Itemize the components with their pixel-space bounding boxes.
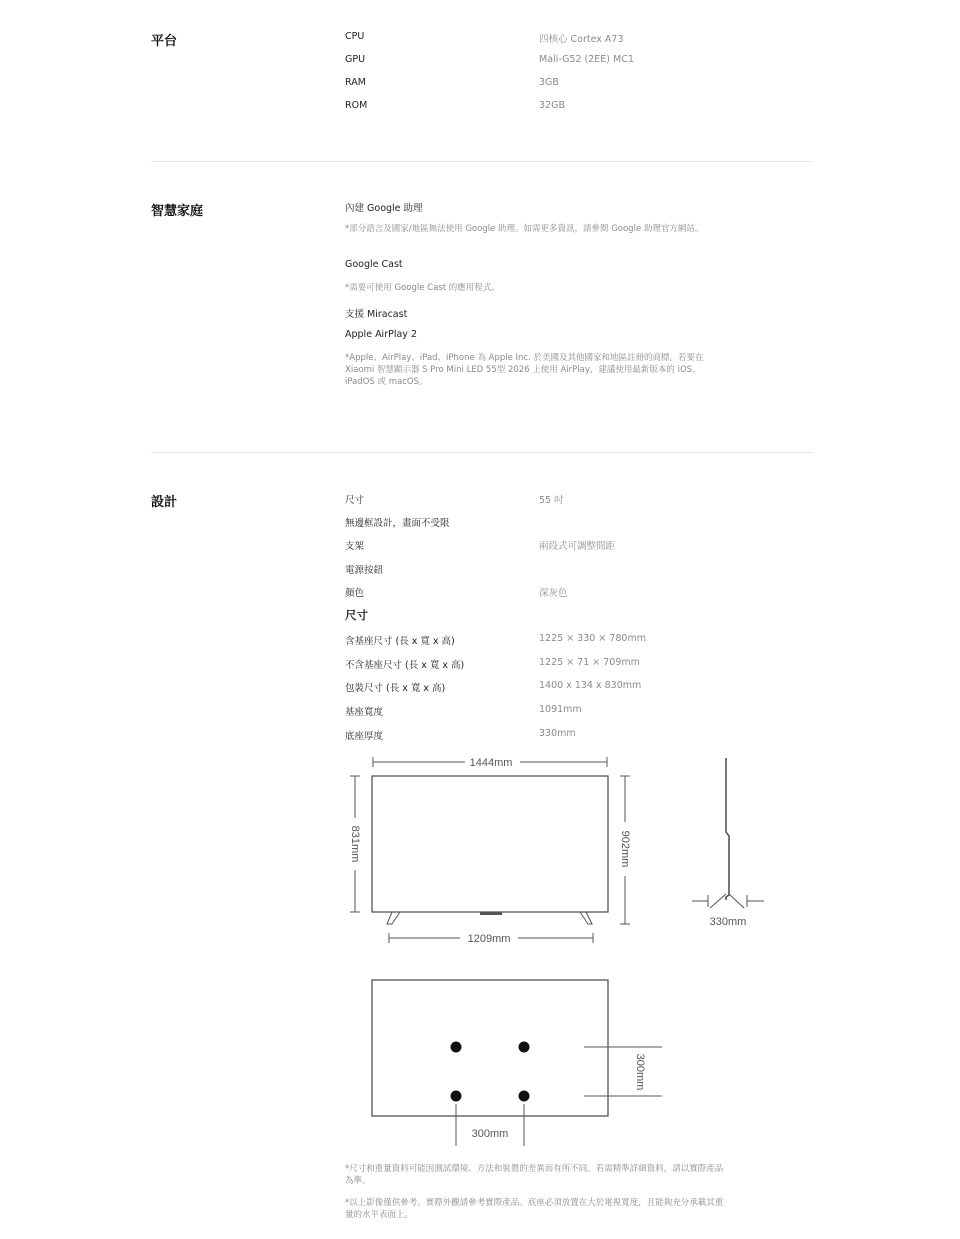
spec-label-gpu: GPU xyxy=(345,54,366,65)
dimension-label: 含基座尺寸 (長 x 寬 x 高) xyxy=(345,636,455,647)
dimension-value: 1225 × 71 × 709mm xyxy=(539,657,640,668)
dimension-value: 1091mm xyxy=(539,704,582,715)
section-title-smart-home: 智慧家庭 xyxy=(151,204,204,219)
spec-label-ram: RAM xyxy=(345,77,366,88)
dimension-value: 330mm xyxy=(539,728,576,739)
vesa-hole xyxy=(519,1042,530,1053)
dimension-label: 不含基座尺寸 (長 x 寬 x 高) xyxy=(345,660,465,671)
vesa-horizontal-label: 300mm xyxy=(471,1128,509,1140)
side-view-drawing xyxy=(692,758,764,908)
google-assistant-note: *部分語言及國家/地區無法使用 Google 助理。如需更多資訊，請參閱 Google 助理官方網站。 xyxy=(345,224,704,234)
vesa-vertical-label: 300mm xyxy=(634,1053,647,1091)
airplay-label: Apple AirPlay 2 xyxy=(345,329,417,340)
google-assistant-label: 內建 Google 助理 xyxy=(345,203,423,214)
stand-value: 兩段式可調整間距 xyxy=(539,541,616,552)
spec-value-cpu: 四核心 Cortex A73 xyxy=(539,34,624,45)
dimensions-heading: 尺寸 xyxy=(345,608,368,622)
dimension-value: 1400 x 134 x 830mm xyxy=(539,680,642,691)
spec-label-rom: ROM xyxy=(345,100,368,111)
spec-label-cpu: CPU xyxy=(345,31,365,42)
dimension-label: 基座寬度 xyxy=(345,707,384,718)
size-label: 尺寸 xyxy=(345,495,365,506)
vesa-hole xyxy=(451,1091,462,1102)
google-cast-label: Google Cast xyxy=(345,259,403,270)
section-title-design: 設計 xyxy=(151,495,178,510)
vesa-hole xyxy=(451,1042,462,1053)
image-disclaimer-note: *以上影像僅供參考。實際外觀請參考實際產品。底座必須放置在大於電視寬度，且能夠充分承載其重量的水平表面上。 xyxy=(345,1198,724,1220)
screen-height-dimension-label: 831mm xyxy=(349,825,362,863)
width-dimension-label: 1444mm xyxy=(469,757,513,769)
bezel-label: 無邊框設計，畫面不受限 xyxy=(345,518,450,529)
color-value: 深灰色 xyxy=(539,588,568,599)
dimension-label: 底座厚度 xyxy=(345,731,384,742)
dimension-value: 1225 × 330 × 780mm xyxy=(539,633,646,644)
dimension-label: 包裝尺寸 (長 x 寬 x 高) xyxy=(345,683,446,694)
front-view-drawing xyxy=(350,757,630,943)
spec-value-ram: 3GB xyxy=(539,77,559,88)
airplay-note: *Apple、AirPlay、iPad、iPhone 為 Apple Inc. 於美國及其他國家和地區註冊的商標。若要在 Xiaomi 智慧顯示器 S Pro Mini LED 55型 2026 上使用 AirPlay，建議使用最新版本的 iOS、iPadOS 或 macOS。 xyxy=(345,353,704,387)
spec-value-gpu: Mali-G52 (2EE) MC1 xyxy=(539,54,634,65)
size-value: 55 吋 xyxy=(539,495,564,506)
power-button-label: 電源按鈕 xyxy=(345,565,384,576)
dimension-note: *尺寸和重量資料可能因測試環境、方法和裝置的差異而有所不同。若需精準詳細資料，請以實際產品為準。 xyxy=(345,1164,724,1186)
stand-span-dimension-label: 1209mm xyxy=(467,933,511,945)
google-cast-note: *需要可使用 Google Cast 的應用程式。 xyxy=(345,283,500,293)
stand-label: 支架 xyxy=(345,541,365,552)
depth-dimension-label: 330mm xyxy=(709,916,747,928)
spec-value-rom: 32GB xyxy=(539,100,565,111)
color-label: 顏色 xyxy=(345,588,365,599)
section-title-platform: 平台 xyxy=(151,34,178,49)
total-height-dimension-label: 902mm xyxy=(619,830,632,868)
vesa-hole xyxy=(519,1091,530,1102)
vesa-drawing xyxy=(372,980,662,1146)
miracast-label: 支援 Miracast xyxy=(345,309,408,320)
